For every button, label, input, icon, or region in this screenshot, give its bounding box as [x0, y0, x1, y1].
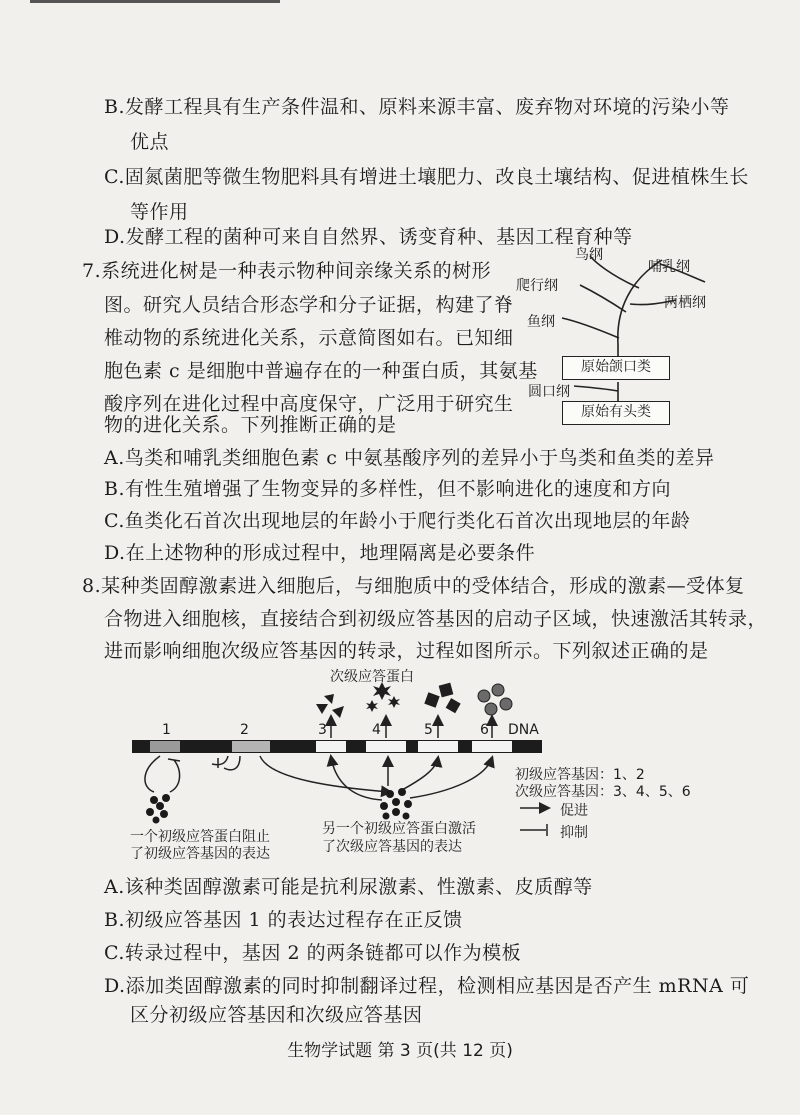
legend-inhibit-label: 抑制	[560, 825, 588, 841]
label-gene-1: 1	[162, 722, 171, 738]
label-gene-3: 3	[318, 722, 327, 738]
loop-to-protein	[145, 756, 160, 792]
q8-option-d-line2: 区分初级应答基因和次级应答基因	[130, 1004, 423, 1026]
tree-branch-cyclostome	[574, 386, 618, 391]
legend-secondary-genes: 次级应答基因：3、4、5、6	[515, 784, 691, 800]
caption-right-line2: 了次级应答基因的表达	[322, 839, 462, 855]
q7-option-d: D.在上述物种的形成过程中，地理隔离是必要条件	[104, 542, 536, 564]
caption-right-line1: 另一个初级应答蛋白激活	[322, 821, 476, 837]
gene-6-segment	[472, 741, 512, 752]
tree-label-cyclostome: 圆口纲	[528, 384, 570, 400]
protein-circle	[478, 690, 490, 702]
tree-branch-fish	[562, 318, 619, 338]
top-border-fragment	[30, 0, 280, 3]
gene2-inhibit	[212, 756, 228, 765]
q7-option-b: B.有性生殖增强了生物变异的多样性，但不影响进化的速度和方向	[104, 478, 672, 500]
protein-triangle	[324, 694, 334, 704]
legend-promote-label: 促进	[560, 803, 588, 819]
tree-label-reptile: 爬行纲	[516, 278, 558, 294]
gene2-to-activator	[260, 756, 390, 792]
tree-branch-reptile	[580, 285, 626, 312]
tree-box-craniate: 原始有头类	[562, 401, 670, 425]
q6-option-c-line2: 等作用	[130, 201, 189, 223]
activator-to-gene3	[331, 757, 382, 800]
q8-option-c: C.转录过程中，基因 2 的两条链都可以作为模板	[104, 942, 522, 964]
protein-circle	[500, 698, 512, 710]
protein-square	[439, 683, 454, 698]
q7-stem-line4: 胞色素 c 是细胞中普遍存在的一种蛋白质，其氨基	[104, 360, 538, 382]
label-gene-5: 5	[424, 722, 433, 738]
q8-option-a: A.该种类固醇激素可能是抗利尿激素、性激素、皮质醇等	[104, 876, 593, 898]
gene-5-segment	[418, 741, 458, 752]
label-gene-6: 6	[480, 722, 489, 738]
tree-label-fish: 鱼纲	[527, 314, 555, 330]
gene2-output	[224, 756, 240, 770]
tree-label-amphibian: 两栖纲	[664, 295, 706, 311]
gene-2-segment	[232, 741, 270, 752]
gene-3-segment	[316, 741, 346, 752]
q7-stem-line1: 7.系统进化树是一种表示物种间亲缘关系的树形	[82, 260, 492, 282]
q8-stem-line3: 进而影响细胞次级应答基因的转录，过程如图所示。下列叙述正确的是	[104, 640, 709, 662]
q6-option-b-line2: 优点	[130, 131, 170, 153]
q7-stem-line5: 酸序列在进化过程中高度保守，广泛用于研究生	[104, 393, 514, 415]
q8-stem-line2: 合物进入细胞核，直接结合到初级应答基因的启动子区域，快速激活其转录，	[104, 608, 768, 630]
label-gene-4: 4	[372, 722, 381, 738]
tree-label-mammal: 哺乳纲	[648, 259, 690, 275]
q7-stem-line6: 物的进化关系。下列推断正确的是	[104, 414, 397, 436]
protein-star	[388, 696, 400, 708]
caption-left-line2: 了初级应答基因的表达	[130, 846, 270, 862]
q7-option-a: A.鸟类和哺乳类细胞色素 c 中氨基酸序列的差异小于鸟类和鱼类的差异	[104, 447, 715, 469]
gene-4-segment	[366, 741, 406, 752]
q7-option-c: C.鱼类化石首次出现地层的年龄小于爬行类化石首次出现地层的年龄	[104, 510, 691, 532]
q8-stem-line1: 8.某种类固醇激素进入细胞后，与细胞质中的受体结合，形成的激素—受体复	[82, 575, 745, 597]
protein-circle	[485, 703, 497, 715]
gene-1-segment	[150, 741, 180, 752]
q6-option-b-line1: B.发酵工程具有生产条件温和、原料来源丰富、废弃物对环境的污染小等	[104, 96, 730, 118]
repressor-protein-cluster	[146, 794, 170, 824]
protein-circle	[492, 684, 504, 696]
q7-stem-line2: 图。研究人员结合形态学和分子证据，构建了脊	[104, 294, 514, 316]
secondary-proteins	[316, 682, 461, 718]
q8-option-d-line1: D.添加类固醇激素的同时抑制翻译过程，检测相应基因是否产生 mRNA 可	[104, 975, 750, 997]
label-gene-2: 2	[240, 722, 249, 738]
protein-star	[366, 700, 378, 712]
q8-option-b: B.初级应答基因 1 的表达过程存在正反馈	[104, 909, 463, 931]
page-footer: 生物学试题 第 3 页(共 12 页)	[287, 1041, 513, 1061]
protein-square	[446, 698, 461, 713]
q6-option-c-line1: C.固氮菌肥等微生物肥料具有增进土壤肥力、改良土壤结构、促进植株生长	[104, 166, 749, 188]
q6-option-d: D.发酵工程的菌种可来自自然界、诱变育种、基因工程育种等	[104, 226, 633, 248]
loop-inhibit	[170, 760, 180, 792]
inhibit-bar	[168, 759, 180, 761]
tree-box-jawed: 原始颌口类	[562, 356, 670, 380]
activator-to-gene5	[402, 758, 438, 790]
label-dna: DNA	[508, 722, 539, 738]
protein-square	[424, 692, 439, 707]
protein-triangle	[332, 706, 344, 718]
protein-triangle	[316, 704, 328, 714]
legend-primary-genes: 初级应答基因：1、2	[515, 767, 645, 783]
tree-label-bird: 鸟纲	[575, 247, 603, 263]
label-secondary-protein: 次级应答蛋白	[330, 669, 414, 685]
q7-stem-line3: 椎动物的系统进化关系，示意简图如右。已知细	[104, 327, 514, 349]
activator-protein-cluster	[380, 788, 412, 820]
caption-left-line1: 一个初级应答蛋白阻止	[130, 829, 270, 845]
